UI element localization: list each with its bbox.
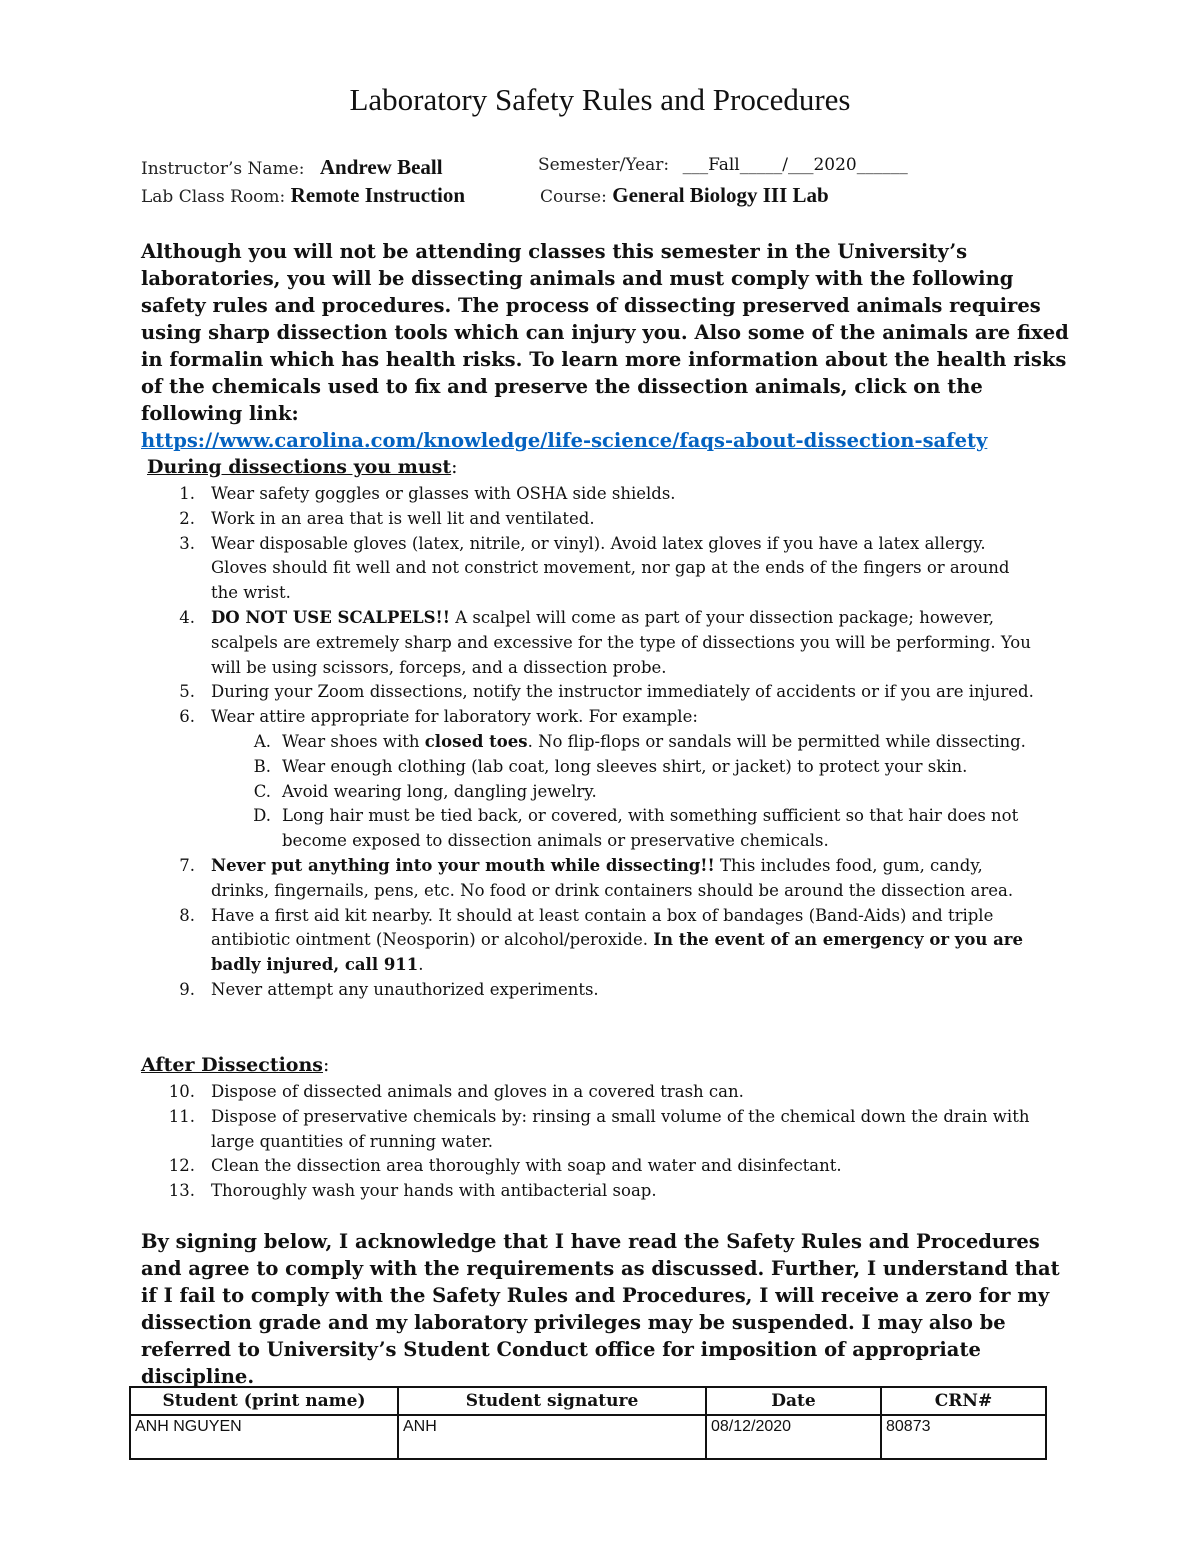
student-signature-cell: ANH (398, 1415, 706, 1459)
sub-list-item: A. Wear shoes with closed toes. No flip-flops or sandals will be permitted while dissecting. (253, 731, 1026, 751)
table-row (130, 1415, 1046, 1459)
instructor-label: Instructor’s Name: (141, 159, 305, 179)
col-header-date: Date (706, 1387, 881, 1415)
course-value: General Biology III Lab (612, 183, 829, 207)
list-item: 7. Never put anything into your mouth while dissecting!! This includes food, gum, candy, drinks, fingernails, pens, etc. No food or drink containers should be around the dissection area. (179, 855, 1014, 900)
list-item: 13. Thoroughly wash your hands with antibacterial soap. (168, 1181, 657, 1201)
list-item: 6. Wear attire appropriate for laboratory work. For example: A. Wear shoes with closed toes. No flip-flops or sandals will be permitted while dissecting. B. Wear enough clothing (lab coat, long sleeves shirt, or jacket) to protect your skin. C. Avoid wearing long, dangling jewelry. D. Long hair must be tied back, or covered, with something sufficient so that hair does not become exposed to dissection animals or preservative chemicals. (141, 705, 1041, 854)
semester-label: Semester/Year: (538, 155, 670, 175)
student-name-cell: ANH NGUYEN (130, 1415, 398, 1459)
meta-row-room (141, 183, 829, 208)
list-item: 9. Never attempt any unauthorized experiments. (179, 979, 599, 999)
list-item: 3. Wear disposable gloves (latex, nitrile, or vinyl). Avoid latex gloves if you have a latex allergy. Gloves should fit well and not constrict movement, nor gap at the ends of the fingers or around the wrist. (179, 533, 1010, 603)
acknowledgement-paragraph: By signing below, I acknowledge that I have read the Safety Rules and Procedures and agree to comply with the requirements as discussed. Further, I understand that if I fail to comply with the Safety Rules and Procedures, I will receive a zero for my dissection grade and my laboratory privileges may be suspended. I may also be referred to University’s Student Conduct office for imposition of appropriate discipline. (141, 1230, 1060, 1388)
during-heading: During dissections you must: (147, 456, 458, 478)
list-item: 11. Dispose of preservative chemicals by: rinsing a small volume of the chemical down the drain with large quantities of running water. (168, 1106, 1030, 1151)
meta-row-instructor: Instructor’s Name: Andrew Beall Semester/Year: ___Fall_____/___2020______ (141, 155, 908, 179)
col-header-signature: Student signature (398, 1387, 706, 1415)
intro-paragraph (141, 238, 1071, 454)
course-label: Course: (540, 187, 607, 207)
dissection-safety-link[interactable]: https://www.carolina.com/knowledge/life-science/faqs-about-dissection-safety (141, 429, 988, 452)
semester-value: Fall (708, 155, 740, 175)
room-label: Lab Class Room: (141, 187, 286, 207)
col-header-student-name: Student (print name) (130, 1387, 398, 1415)
after-heading: After Dissections: (141, 1054, 330, 1076)
sub-list-item: C. Avoid wearing long, dangling jewelry. (253, 781, 597, 801)
date-cell: 08/12/2020 (706, 1415, 881, 1459)
year-value: 2020 (813, 155, 857, 175)
attire-sublist (211, 730, 1041, 854)
col-header-crn: CRN# (881, 1387, 1046, 1415)
room-value: Remote Instruction (290, 183, 466, 207)
sub-list-item: B. Wear enough clothing (lab coat, long sleeves shirt, or jacket) to protect your skin. (253, 756, 968, 776)
page-title: Laboratory Safety Rules and Procedures (349, 82, 851, 117)
list-item: 4. DO NOT USE SCALPELS!! A scalpel will come as part of your dissection package; however, scalpels are extremely sharp and excessive for the type of dissections you will be performing. You will be using scissors, forceps, and a dissection probe. (179, 607, 1031, 677)
intro-text: Although you will not be attending classes this semester in the University’s laboratories, you will be dissecting animals and must comply with the following safety rules and procedures. The process of dissecting preserved animals requires using sharp dissection tools which can injury you. Also some of the animals are fixed in formalin which has health risks. To learn more information about the health risks of the chemicals used to fix and preserve the dissection animals, click on the following link: (141, 240, 1069, 425)
crn-cell: 80873 (881, 1415, 1046, 1459)
sub-list-item: D. Long hair must be tied back, or covered, with something sufficient so that hair does not become exposed to dissection animals or preservative chemicals. (253, 806, 1019, 851)
list-item: 12. Clean the dissection area thoroughly with soap and water and disinfectant. (168, 1156, 842, 1176)
list-item: 8. Have a first aid kit nearby. It should at least contain a box of bandages (Band-Aids) and triple antibiotic ointment (Neosporin) or alcohol/peroxide. In the event of an emergency or you are badly injured, call 911. (179, 905, 1023, 975)
signature-table (129, 1386, 1047, 1460)
instructor-name: Andrew Beall (319, 155, 443, 179)
during-rules-list (141, 482, 1041, 1003)
list-item: 1. Wear safety goggles or glasses with OSHA side shields. (179, 484, 676, 503)
list-item: 2. Work in an area that is well lit and ventilated. (179, 508, 595, 528)
list-item: 5. During your Zoom dissections, notify the instructor immediately of accidents or if you are injured. (179, 682, 1034, 702)
after-rules-list (141, 1080, 1041, 1204)
table-header-row (130, 1387, 1046, 1415)
list-item: 10. Dispose of dissected animals and gloves in a covered trash can. (168, 1082, 744, 1101)
